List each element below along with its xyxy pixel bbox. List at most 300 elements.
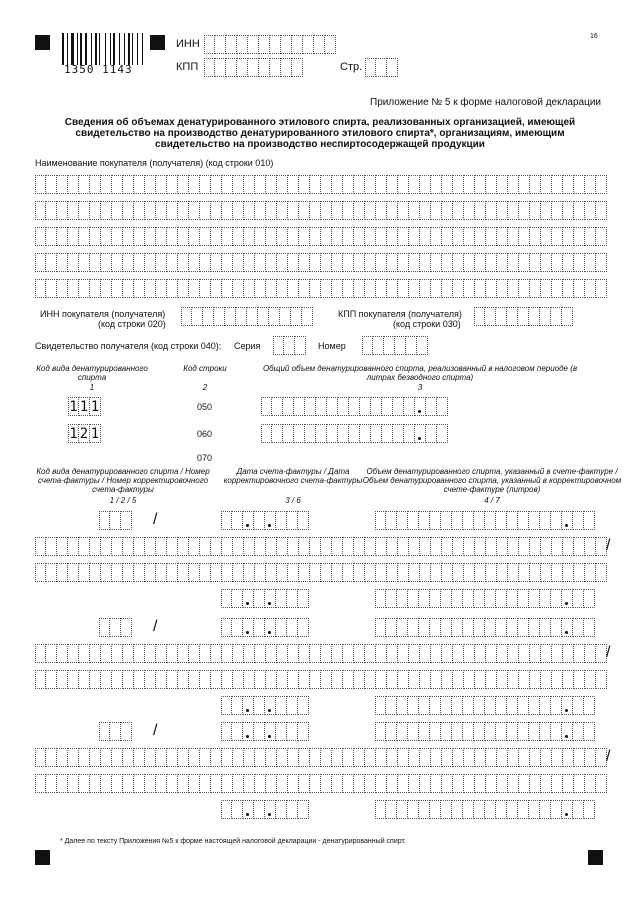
input-cell[interactable] [409, 670, 420, 689]
input-cell[interactable] [475, 175, 486, 194]
input-cell[interactable] [373, 336, 384, 355]
input-cell[interactable] [519, 774, 530, 793]
input-cell[interactable] [68, 774, 79, 793]
input-cell[interactable] [321, 227, 332, 246]
input-cell[interactable] [237, 35, 248, 54]
input-cell[interactable] [222, 774, 233, 793]
input-cell[interactable] [266, 253, 277, 272]
input-cell[interactable] [101, 644, 112, 663]
input-cell[interactable] [90, 670, 101, 689]
input-cell[interactable] [518, 511, 529, 530]
input-cell[interactable] [541, 253, 552, 272]
input-cell[interactable] [259, 58, 270, 77]
input-cell[interactable] [46, 175, 57, 194]
input-cell[interactable] [299, 175, 310, 194]
input-cell[interactable] [299, 279, 310, 298]
input-cell[interactable] [530, 253, 541, 272]
input-cell[interactable] [145, 774, 156, 793]
t2-b3-volume[interactable] [375, 722, 595, 741]
input-cell[interactable] [110, 511, 121, 530]
input-cell[interactable] [244, 227, 255, 246]
input-cell[interactable] [310, 279, 321, 298]
input-cell[interactable] [178, 670, 189, 689]
input-cell[interactable] [507, 589, 518, 608]
input-cell[interactable] [272, 397, 283, 416]
input-cell[interactable] [288, 748, 299, 767]
input-cell[interactable] [211, 253, 222, 272]
input-cell[interactable] [222, 175, 233, 194]
input-cell[interactable] [101, 279, 112, 298]
input-cell[interactable] [287, 800, 298, 819]
input-cell[interactable] [298, 696, 309, 715]
input-cell[interactable] [574, 774, 585, 793]
input-cell[interactable] [496, 589, 507, 608]
input-cell[interactable] [573, 696, 584, 715]
input-cell[interactable] [507, 618, 518, 637]
input-cell[interactable] [584, 511, 595, 530]
input-cell[interactable] [90, 201, 101, 220]
input-cell[interactable] [376, 537, 387, 556]
input-cell[interactable] [431, 670, 442, 689]
input-cell[interactable] [90, 175, 101, 194]
input-cell[interactable] [541, 774, 552, 793]
input-cell[interactable] [167, 644, 178, 663]
input-cell[interactable] [431, 201, 442, 220]
input-cell[interactable] [338, 397, 349, 416]
input-cell[interactable] [156, 644, 167, 663]
input-cell[interactable] [222, 537, 233, 556]
input-cell[interactable] [332, 175, 343, 194]
input-cell[interactable] [430, 618, 441, 637]
input-cell[interactable] [431, 537, 442, 556]
input-cell[interactable] [299, 644, 310, 663]
input-cell[interactable] [167, 537, 178, 556]
input-cell[interactable] [420, 253, 431, 272]
input-cell[interactable] [376, 175, 387, 194]
input-cell[interactable] [398, 748, 409, 767]
input-cell[interactable] [453, 670, 464, 689]
input-cell[interactable] [68, 279, 79, 298]
input-cell[interactable] [365, 644, 376, 663]
input-cell[interactable] [474, 722, 485, 741]
input-cell[interactable] [496, 618, 507, 637]
input-cell[interactable] [310, 563, 321, 582]
input-cell[interactable] [90, 537, 101, 556]
input-cell[interactable] [68, 537, 79, 556]
input-cell[interactable] [121, 618, 132, 637]
input-cell[interactable] [496, 722, 507, 741]
input-cell[interactable] [255, 253, 266, 272]
input-cell[interactable] [398, 227, 409, 246]
input-cell[interactable] [519, 644, 530, 663]
input-cell[interactable] [574, 201, 585, 220]
t2-b2-date[interactable] [221, 618, 309, 637]
input-cell[interactable] [376, 58, 387, 77]
input-cell[interactable] [563, 670, 574, 689]
input-cell[interactable] [288, 670, 299, 689]
input-cell[interactable] [508, 563, 519, 582]
input-cell[interactable] [497, 227, 508, 246]
input-cell[interactable] [365, 58, 376, 77]
input-cell[interactable] [221, 618, 232, 637]
input-cell[interactable] [442, 670, 453, 689]
input-cell[interactable] [332, 748, 343, 767]
input-cell[interactable] [288, 563, 299, 582]
input-cell[interactable] [222, 279, 233, 298]
input-cell[interactable] [316, 424, 327, 443]
input-cell[interactable] [354, 644, 365, 663]
input-cell[interactable] [101, 201, 112, 220]
input-cell[interactable] [530, 201, 541, 220]
input-cell[interactable] [327, 424, 338, 443]
input-cell[interactable] [409, 774, 420, 793]
input-cell[interactable] [79, 563, 90, 582]
input-cell[interactable] [280, 307, 291, 326]
input-cell[interactable] [276, 722, 287, 741]
input-cell[interactable] [497, 563, 508, 582]
input-cell[interactable] [574, 175, 585, 194]
input-cell[interactable] [573, 618, 584, 637]
input-cell[interactable] [541, 175, 552, 194]
input-cell[interactable] [343, 563, 354, 582]
input-cell[interactable] [398, 670, 409, 689]
input-cell[interactable] [343, 537, 354, 556]
input-cell[interactable] [453, 253, 464, 272]
input-cell[interactable] [551, 511, 562, 530]
input-cell[interactable] [244, 201, 255, 220]
input-cell[interactable] [178, 563, 189, 582]
input-cell[interactable] [46, 670, 57, 689]
input-cell[interactable] [563, 201, 574, 220]
input-cell[interactable] [189, 227, 200, 246]
input-cell[interactable] [134, 644, 145, 663]
input-cell[interactable] [376, 563, 387, 582]
input-cell[interactable] [485, 307, 496, 326]
input-cell[interactable] [266, 644, 277, 663]
input-cell[interactable] [57, 774, 68, 793]
input-cell[interactable] [530, 563, 541, 582]
input-cell[interactable] [299, 537, 310, 556]
input-cell[interactable] [562, 589, 573, 608]
input-cell[interactable] [321, 670, 332, 689]
input-cell[interactable] [265, 696, 276, 715]
input-cell[interactable] [463, 618, 474, 637]
input-cell[interactable] [529, 589, 540, 608]
input-cell[interactable] [387, 563, 398, 582]
input-cell[interactable] [452, 589, 463, 608]
input-cell[interactable] [200, 537, 211, 556]
input-cell[interactable] [101, 175, 112, 194]
input-cell[interactable] [596, 253, 607, 272]
input-cell[interactable] [420, 175, 431, 194]
input-cell[interactable] [255, 537, 266, 556]
input-cell[interactable] [46, 253, 57, 272]
input-cell[interactable] [189, 175, 200, 194]
input-cell[interactable] [441, 511, 452, 530]
input-cell[interactable] [276, 589, 287, 608]
input-cell[interactable] [123, 748, 134, 767]
input-cell[interactable] [365, 537, 376, 556]
input-cell[interactable] [486, 253, 497, 272]
input-cell[interactable] [200, 748, 211, 767]
input-cell[interactable] [277, 253, 288, 272]
input-cell[interactable] [112, 748, 123, 767]
input-cell[interactable] [453, 563, 464, 582]
input-cell[interactable] [551, 307, 562, 326]
input-cell[interactable] [386, 722, 397, 741]
input-cell[interactable] [464, 748, 475, 767]
input-cell[interactable] [178, 253, 189, 272]
input-cell[interactable] [397, 722, 408, 741]
input-cell[interactable] [354, 670, 365, 689]
input-cell[interactable] [387, 644, 398, 663]
input-cell[interactable] [332, 227, 343, 246]
input-cell[interactable] [35, 175, 46, 194]
input-cell[interactable] [90, 644, 101, 663]
input-cell[interactable] [189, 201, 200, 220]
input-cell[interactable] [507, 800, 518, 819]
input-cell[interactable] [354, 774, 365, 793]
input-cell[interactable] [121, 722, 132, 741]
input-cell[interactable] [365, 670, 376, 689]
input-cell[interactable] [573, 511, 584, 530]
t2-b2-invoice[interactable] [35, 644, 607, 663]
input-cell[interactable] [232, 511, 243, 530]
input-cell[interactable] [508, 201, 519, 220]
input-cell[interactable] [233, 644, 244, 663]
input-cell[interactable] [156, 253, 167, 272]
input-cell[interactable] [79, 644, 90, 663]
input-cell[interactable] [233, 670, 244, 689]
input-cell[interactable] [57, 563, 68, 582]
input-cell[interactable] [134, 748, 145, 767]
input-cell[interactable] [485, 696, 496, 715]
input-cell[interactable] [441, 722, 452, 741]
input-cell[interactable] [442, 175, 453, 194]
input-cell[interactable] [442, 774, 453, 793]
input-cell[interactable] [562, 722, 573, 741]
input-cell[interactable] [244, 279, 255, 298]
input-cell[interactable] [431, 644, 442, 663]
input-cell[interactable] [232, 696, 243, 715]
input-cell[interactable] [574, 670, 585, 689]
input-cell[interactable] [362, 336, 373, 355]
input-cell[interactable] [530, 670, 541, 689]
input-cell[interactable] [552, 279, 563, 298]
input-cell[interactable] [156, 748, 167, 767]
input-cell[interactable] [519, 175, 530, 194]
input-cell[interactable] [518, 696, 529, 715]
input-cell[interactable] [321, 175, 332, 194]
input-cell[interactable] [222, 670, 233, 689]
input-cell[interactable] [123, 537, 134, 556]
input-cell[interactable] [496, 511, 507, 530]
input-cell[interactable] [200, 563, 211, 582]
input-cell[interactable] [284, 336, 295, 355]
input-cell[interactable] [90, 279, 101, 298]
t2-b2-corr[interactable] [35, 670, 607, 689]
input-cell[interactable] [261, 424, 272, 443]
input-cell[interactable] [46, 279, 57, 298]
input-cell[interactable] [189, 774, 200, 793]
input-cell[interactable] [244, 175, 255, 194]
input-cell[interactable] [393, 397, 404, 416]
input-cell[interactable] [420, 227, 431, 246]
inn-field[interactable] [204, 35, 336, 54]
input-cell[interactable] [310, 644, 321, 663]
input-cell[interactable] [420, 537, 431, 556]
input-cell[interactable] [431, 774, 442, 793]
input-cell[interactable] [192, 307, 203, 326]
input-cell[interactable] [585, 774, 596, 793]
input-cell[interactable] [211, 201, 222, 220]
input-cell[interactable] [101, 537, 112, 556]
input-cell[interactable] [486, 563, 497, 582]
input-cell[interactable] [46, 748, 57, 767]
input-cell[interactable] [156, 563, 167, 582]
input-cell[interactable] [464, 253, 475, 272]
input-cell[interactable] [46, 227, 57, 246]
input-cell[interactable] [442, 201, 453, 220]
input-cell[interactable] [283, 397, 294, 416]
input-cell[interactable] [430, 511, 441, 530]
input-cell[interactable] [254, 511, 265, 530]
input-cell[interactable] [266, 670, 277, 689]
input-cell[interactable] [68, 748, 79, 767]
input-cell[interactable] [419, 722, 430, 741]
buyer-inn-field[interactable] [181, 307, 313, 326]
input-cell[interactable] [409, 644, 420, 663]
input-cell[interactable] [254, 589, 265, 608]
input-cell[interactable] [299, 201, 310, 220]
input-cell[interactable] [134, 670, 145, 689]
input-cell[interactable] [382, 397, 393, 416]
input-cell[interactable] [475, 279, 486, 298]
input-cell[interactable] [221, 800, 232, 819]
input-cell[interactable] [156, 537, 167, 556]
input-cell[interactable] [266, 227, 277, 246]
input-cell[interactable] [167, 175, 178, 194]
input-cell[interactable] [464, 201, 475, 220]
input-cell[interactable] [145, 563, 156, 582]
t2-b2-volume[interactable] [375, 618, 595, 637]
input-cell[interactable] [167, 279, 178, 298]
input-cell[interactable] [551, 696, 562, 715]
input-cell[interactable] [35, 644, 46, 663]
input-cell[interactable] [507, 722, 518, 741]
input-cell[interactable] [255, 201, 266, 220]
input-cell[interactable] [200, 644, 211, 663]
input-cell[interactable] [221, 589, 232, 608]
input-cell[interactable] [145, 201, 156, 220]
input-cell[interactable] [497, 537, 508, 556]
input-cell[interactable] [215, 58, 226, 77]
input-cell[interactable] [384, 336, 395, 355]
input-cell[interactable] [112, 774, 123, 793]
input-cell[interactable] [530, 774, 541, 793]
input-cell[interactable] [529, 696, 540, 715]
t2-b3-corr-volume[interactable] [375, 800, 595, 819]
input-cell[interactable] [442, 227, 453, 246]
input-cell[interactable] [222, 563, 233, 582]
input-cell[interactable] [397, 511, 408, 530]
input-cell[interactable] [371, 424, 382, 443]
input-cell[interactable] [266, 279, 277, 298]
input-cell[interactable] [541, 748, 552, 767]
input-cell[interactable] [232, 618, 243, 637]
input-cell[interactable] [508, 253, 519, 272]
input-cell[interactable] [255, 563, 266, 582]
input-cell[interactable] [563, 537, 574, 556]
input-cell[interactable] [376, 279, 387, 298]
input-cell[interactable] [276, 696, 287, 715]
input-cell[interactable] [310, 253, 321, 272]
input-cell[interactable] [189, 748, 200, 767]
input-cell[interactable] [497, 279, 508, 298]
input-cell[interactable] [244, 537, 255, 556]
input-cell[interactable] [453, 201, 464, 220]
input-cell[interactable] [321, 537, 332, 556]
input-cell[interactable] [277, 774, 288, 793]
t2-b1-invoice[interactable] [35, 537, 607, 556]
input-cell[interactable] [211, 748, 222, 767]
input-cell[interactable] [563, 644, 574, 663]
input-cell[interactable] [453, 644, 464, 663]
input-cell[interactable] [551, 800, 562, 819]
input-cell[interactable] [475, 201, 486, 220]
input-cell[interactable] [386, 696, 397, 715]
input-cell[interactable] [270, 35, 281, 54]
input-cell[interactable] [360, 424, 371, 443]
input-cell[interactable] [123, 201, 134, 220]
input-cell[interactable] [497, 253, 508, 272]
page-field[interactable] [365, 58, 398, 77]
input-cell[interactable] [189, 563, 200, 582]
input-cell[interactable] [266, 201, 277, 220]
input-cell[interactable] [409, 748, 420, 767]
input-cell[interactable] [123, 563, 134, 582]
input-cell[interactable] [299, 670, 310, 689]
input-cell[interactable] [426, 397, 437, 416]
input-cell[interactable] [376, 201, 387, 220]
input-cell[interactable] [585, 537, 596, 556]
input-cell[interactable] [354, 279, 365, 298]
input-cell[interactable] [243, 618, 254, 637]
input-cell[interactable] [530, 748, 541, 767]
input-cell[interactable] [343, 644, 354, 663]
input-cell[interactable] [79, 748, 90, 767]
input-cell[interactable] [35, 279, 46, 298]
input-cell[interactable] [365, 175, 376, 194]
input-cell[interactable] [233, 253, 244, 272]
input-cell[interactable] [68, 253, 79, 272]
input-cell[interactable] [420, 748, 431, 767]
input-cell[interactable] [35, 537, 46, 556]
input-cell[interactable] [200, 774, 211, 793]
input-cell[interactable] [181, 307, 192, 326]
input-cell[interactable] [57, 748, 68, 767]
input-cell[interactable] [35, 253, 46, 272]
input-cell[interactable] [35, 563, 46, 582]
input-cell[interactable] [420, 774, 431, 793]
input-cell[interactable] [134, 563, 145, 582]
input-cell[interactable] [255, 670, 266, 689]
input-cell[interactable] [485, 800, 496, 819]
input-cell[interactable] [419, 696, 430, 715]
input-cell[interactable] [134, 227, 145, 246]
input-cell[interactable] [276, 618, 287, 637]
input-cell[interactable] [398, 644, 409, 663]
